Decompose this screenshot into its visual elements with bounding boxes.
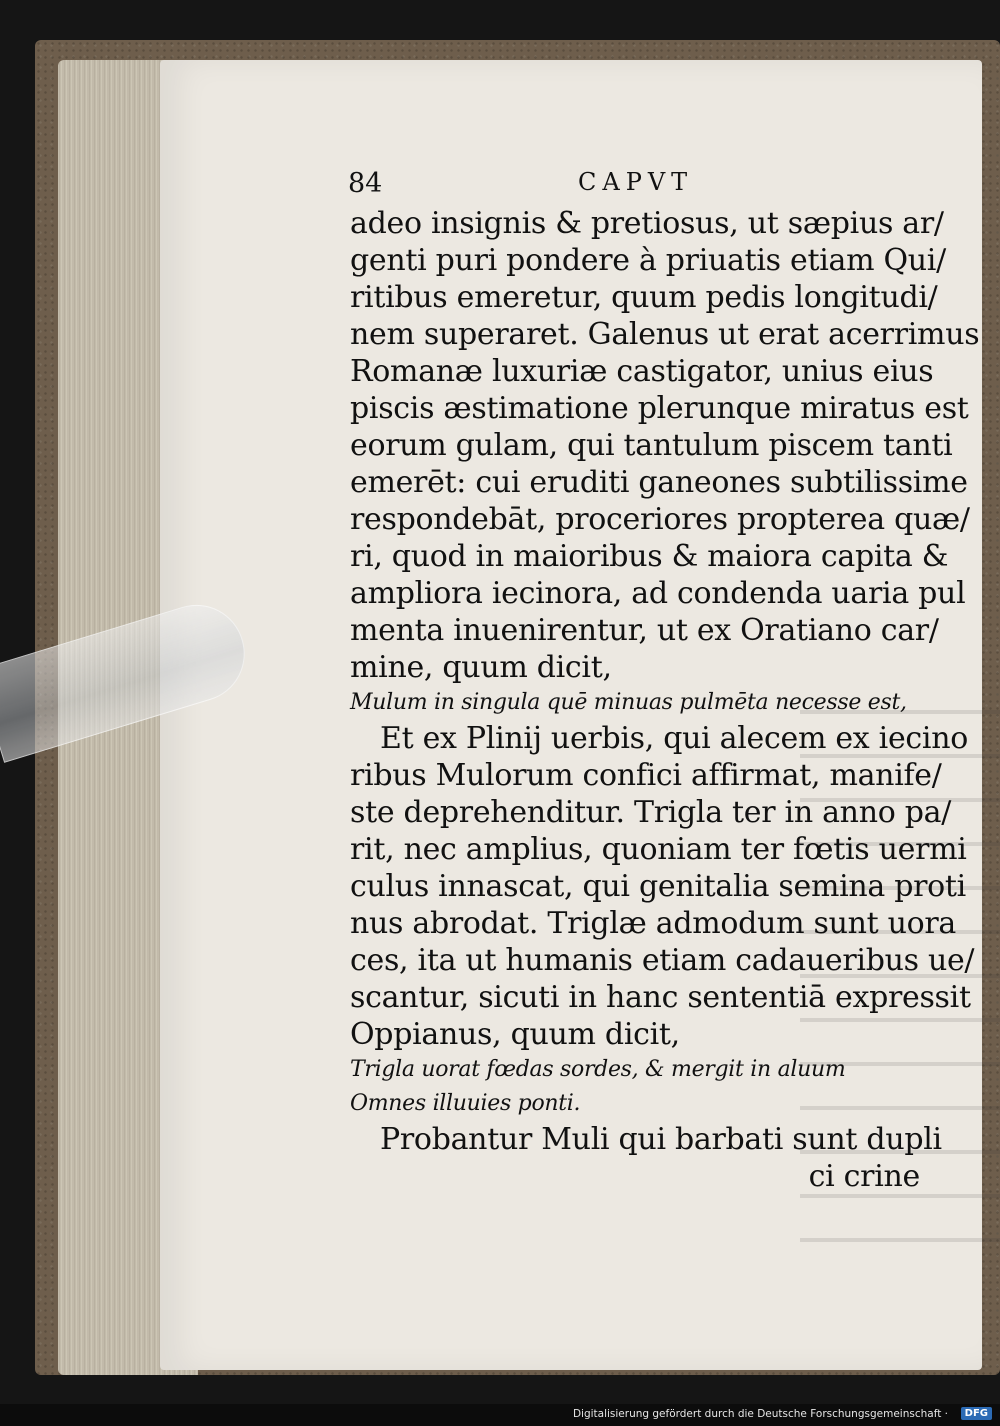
text-line: piscis æstimatione plerunque miratus est bbox=[350, 391, 969, 426]
text-line: ces, ita ut humanis etiam cadaueribus ue/ bbox=[350, 943, 975, 978]
text-line: Trigla uorat fœdas sordes, & mergit in aluum bbox=[350, 1057, 846, 1082]
text-line: respondebāt, proceriores propterea quæ/ bbox=[350, 502, 970, 537]
text-line: ampliora iecinora, ad condenda uaria pul bbox=[350, 576, 966, 611]
text-line: Probantur Muli qui barbati sunt dupli bbox=[380, 1122, 942, 1157]
text-line: ribus Mulorum confici affirmat, manife/ bbox=[350, 758, 942, 793]
text-line: emerēt: cui eruditi ganeones subtilissime bbox=[350, 465, 968, 500]
text-line: rit, nec amplius, quoniam ter fœtis uermi bbox=[350, 832, 967, 867]
text-line: Oppianus, quum dicit, bbox=[350, 1017, 680, 1052]
funding-credit: Digitalisierung gefördert durch die Deutsche Forschungsgemeinschaft · bbox=[572, 1408, 948, 1420]
text-line: Mulum in singula quē minuas pulmēta necesse est, bbox=[350, 690, 907, 715]
text-line: nus abrodat. Triglæ admodum sunt uora bbox=[350, 906, 957, 941]
text-line: nem superaret. Galenus ut erat acerrimus bbox=[350, 317, 980, 352]
body-text bbox=[350, 205, 980, 1195]
text-line: mine, quum dicit, bbox=[350, 650, 612, 685]
text-line: Omnes illuuies ponti. bbox=[350, 1091, 581, 1116]
text-line: adeo insignis & pretiosus, ut sæpius ar/ bbox=[350, 206, 944, 241]
text-line: ri, quod in maioribus & maiora capita & bbox=[350, 539, 949, 574]
text-line: menta inuenirentur, ut ex Oratiano car/ bbox=[350, 613, 939, 648]
page-header bbox=[348, 168, 918, 204]
page-number: 84 bbox=[348, 168, 383, 199]
text-line: scantur, sicuti in hanc sententiā expressit bbox=[350, 980, 971, 1015]
text-line: ste deprehenditur. Trigla ter in anno pa/ bbox=[350, 795, 952, 830]
text-line: ci crine bbox=[808, 1159, 920, 1194]
text-line: ritibus emeretur, quum pedis longitudi/ bbox=[350, 280, 938, 315]
text-line: eorum gulam, qui tantulum piscem tanti bbox=[350, 428, 953, 463]
footer-bar bbox=[0, 1404, 1000, 1426]
running-title: CAPVT bbox=[578, 168, 694, 196]
text-line: culus innascat, qui genitalia semina proti bbox=[350, 869, 966, 904]
text-line: Romanæ luxuriæ castigator, unius eius bbox=[350, 354, 934, 389]
text-line: genti puri pondere à priuatis etiam Qui/ bbox=[350, 243, 946, 278]
text-line: Et ex Plinij uerbis, qui alecem ex iecino bbox=[380, 721, 968, 756]
dfg-logo: DFG bbox=[961, 1407, 992, 1420]
